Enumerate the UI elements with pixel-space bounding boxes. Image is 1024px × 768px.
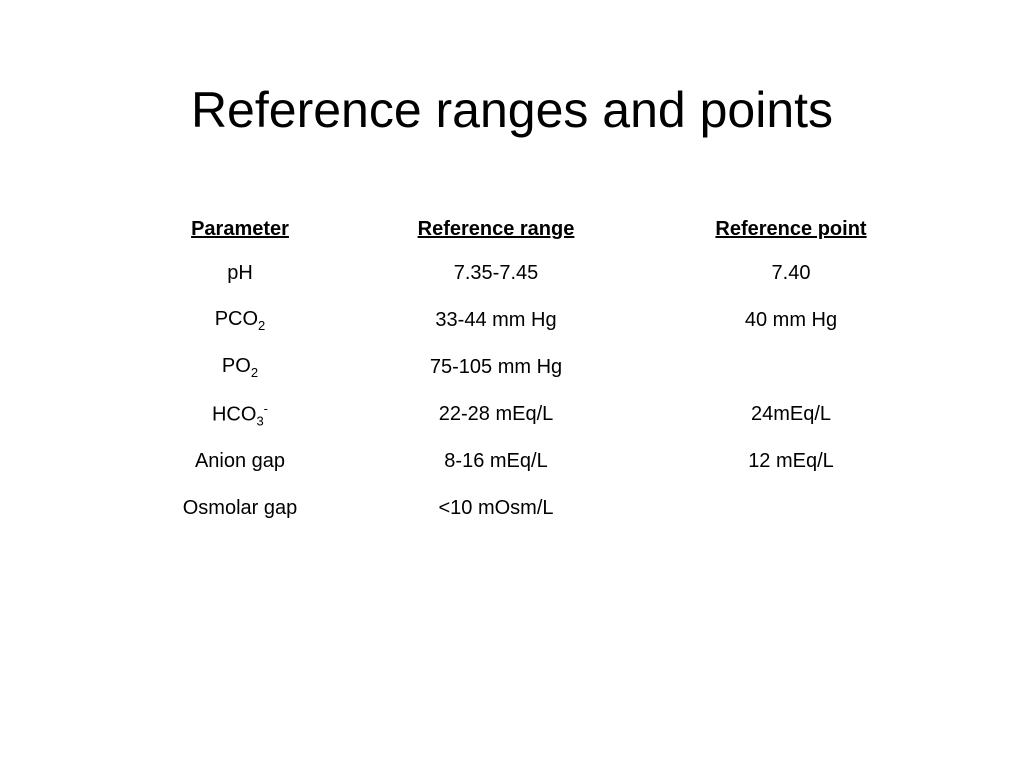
- header-reference-range: [340, 208, 652, 250]
- point-cell: [652, 344, 930, 391]
- parameter-name: Anion gap: [194, 450, 286, 472]
- parameter-name: HCO: [211, 403, 257, 426]
- slide-title: Reference ranges and points: [190, 82, 834, 138]
- parameter-cell: [140, 344, 340, 391]
- header-parameter-label: Parameter: [191, 217, 289, 240]
- parameter-name: PCO: [214, 308, 259, 330]
- parameter-cell: [140, 250, 340, 297]
- range-cell: 75-105 mm Hg: [429, 356, 563, 378]
- table-row: [140, 297, 930, 344]
- parameter-cell: [140, 391, 340, 438]
- table-row: [140, 485, 930, 532]
- range-cell: 33-44 mm Hg: [435, 309, 557, 331]
- reference-table: [140, 208, 930, 532]
- point-cell: 7.40: [771, 262, 811, 284]
- range-cell: 7.35-7.45: [453, 262, 539, 284]
- parameter-cell: [140, 297, 340, 344]
- point-cell: 24mEq/L: [750, 403, 832, 425]
- point-cell: 12 mEq/L: [748, 450, 834, 472]
- parameter-subscript: 2: [258, 318, 266, 333]
- table-row: [140, 438, 930, 485]
- table-header-row: [140, 208, 930, 250]
- point-cell: [652, 485, 930, 532]
- header-parameter: [140, 208, 340, 250]
- parameter-name: pH: [227, 262, 253, 284]
- parameter-name: PO: [221, 355, 251, 377]
- range-cell: <10 mOsm/L: [438, 497, 554, 519]
- parameter-cell: [140, 485, 340, 532]
- parameter-name: Osmolar gap: [182, 497, 298, 519]
- table-row: [140, 250, 930, 297]
- parameter-cell: [140, 438, 340, 485]
- table-row: [140, 391, 930, 438]
- range-cell: 22-28 mEq/L: [438, 403, 554, 425]
- header-reference-point: [652, 208, 930, 250]
- header-reference-point-label: Reference point: [715, 217, 867, 240]
- table-row: [140, 344, 930, 391]
- point-cell: 40 mm Hg: [744, 309, 838, 331]
- range-cell: 8-16 mEq/L: [444, 450, 548, 472]
- parameter-superscript: -: [263, 400, 269, 416]
- header-reference-range-label: Reference range: [417, 217, 575, 240]
- parameter-subscript: 2: [250, 365, 259, 380]
- parameter-subscript: 3: [256, 413, 264, 429]
